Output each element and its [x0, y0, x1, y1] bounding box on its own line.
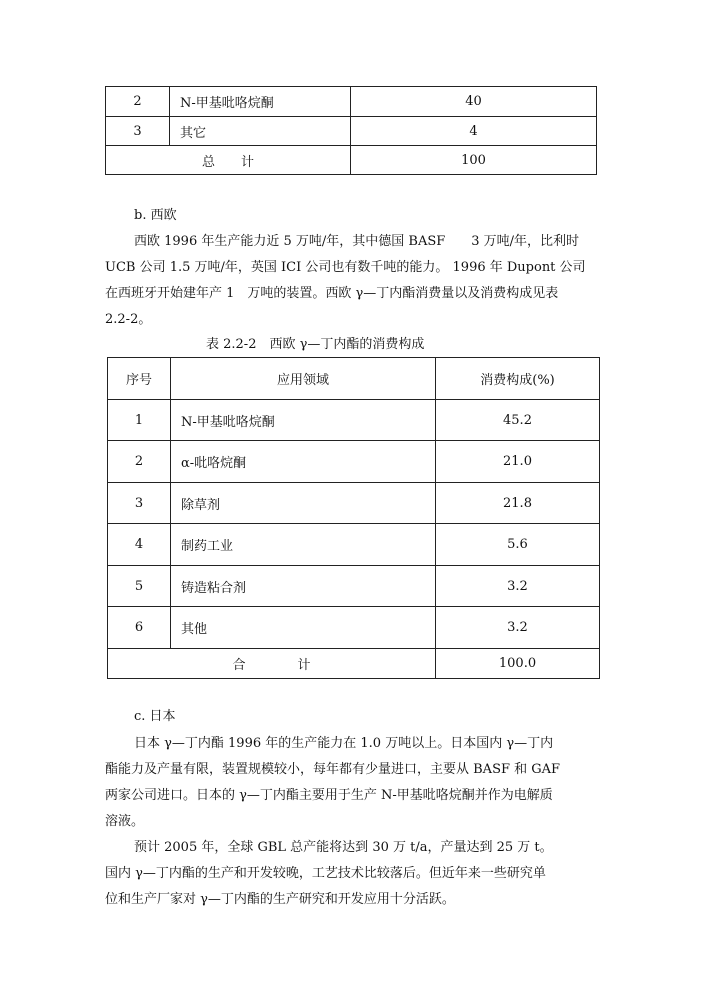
row-number: 3	[108, 483, 171, 524]
row-number: 6	[108, 607, 171, 649]
consumption-value: 21.8	[436, 483, 600, 524]
paragraph-line: 预计 2005 年，全球 GBL 总产能将达到 30 万 t/a，产量达到 25 万 t。	[134, 840, 553, 855]
application-field: 其他	[171, 607, 436, 649]
table-header-row	[108, 358, 600, 400]
paragraph-line: 西欧 1996 年生产能力近 5 万吨/年，其中德国 BASF 3 万吨/年，比利时	[134, 234, 580, 249]
table-row	[108, 566, 600, 607]
table-row	[108, 483, 600, 524]
row-number: 5	[108, 566, 171, 607]
paragraph-line: 国内 γ—丁内酯的生产和开发较晚，工艺技术比较落后。但近年来一些研究单	[105, 866, 546, 881]
application-field: 除草剂	[171, 483, 436, 524]
total-label: 合 计	[108, 649, 436, 679]
table-continued	[105, 86, 597, 175]
consumption-value: 3.2	[436, 607, 600, 649]
application-field: 铸造粘合剂	[171, 566, 436, 607]
application-field: N-甲基吡咯烷酮	[170, 87, 351, 117]
row-number: 2	[106, 87, 170, 117]
consumption-value: 45.2	[436, 400, 600, 441]
header-value: 消费构成(%)	[436, 358, 600, 400]
row-number: 1	[108, 400, 171, 441]
paragraph-line: 溶液。	[105, 814, 145, 829]
row-number: 4	[108, 524, 171, 566]
consumption-value: 5.6	[436, 524, 600, 566]
paragraph-line: 酯能力及产量有限，装置规模较小，每年都有少量进口，主要从 BASF 和 GAF	[105, 762, 561, 777]
row-number: 2	[108, 441, 171, 483]
section-heading-west-europe: b. 西欧	[134, 208, 177, 223]
paragraph-line: UCB 公司 1.5 万吨/年，英国 ICI 公司也有数千吨的能力。 1996 年 Dupont 公司	[105, 260, 586, 275]
table-row	[108, 524, 600, 566]
header-field: 应用领域	[171, 358, 436, 400]
table-row	[106, 117, 597, 146]
paragraph-line: 2.2-2。	[105, 312, 152, 327]
total-value: 100	[351, 146, 597, 175]
table-total-row	[108, 649, 600, 679]
table-row	[108, 607, 600, 649]
table-row	[108, 441, 600, 483]
row-number: 3	[106, 117, 170, 146]
paragraph-line: 在西班牙开始建年产 1 万吨的装置。西欧 γ—丁内酯消费量以及消费构成见表	[105, 286, 559, 301]
consumption-value: 40	[351, 87, 597, 117]
application-field: α-吡咯烷酮	[171, 441, 436, 483]
header-number: 序号	[108, 358, 171, 400]
section-heading-japan: c. 日本	[134, 709, 176, 724]
table-total-row	[106, 146, 597, 175]
paragraph-line: 位和生产厂家对 γ—丁内酯的生产研究和开发应用十分活跃。	[105, 892, 455, 907]
application-field: 制药工业	[171, 524, 436, 566]
consumption-table	[107, 357, 600, 679]
application-field: N-甲基吡咯烷酮	[171, 400, 436, 441]
consumption-value: 4	[351, 117, 597, 146]
total-value: 100.0	[436, 649, 600, 679]
paragraph-line: 两家公司进口。日本的 γ—丁内酯主要用于生产 N-甲基吡咯烷酮并作为电解质	[105, 788, 553, 803]
table-row	[108, 400, 600, 441]
consumption-value: 3.2	[436, 566, 600, 607]
application-field: 其它	[170, 117, 351, 146]
consumption-value: 21.0	[436, 441, 600, 483]
total-label: 总 计	[106, 146, 351, 175]
paragraph-line: 日本 γ—丁内酯 1996 年的生产能力在 1.0 万吨以上。日本国内 γ—丁内	[134, 736, 554, 751]
table-row	[106, 87, 597, 117]
table-caption: 表 2.2-2 西欧 γ—丁内酯的消费构成	[206, 337, 425, 352]
